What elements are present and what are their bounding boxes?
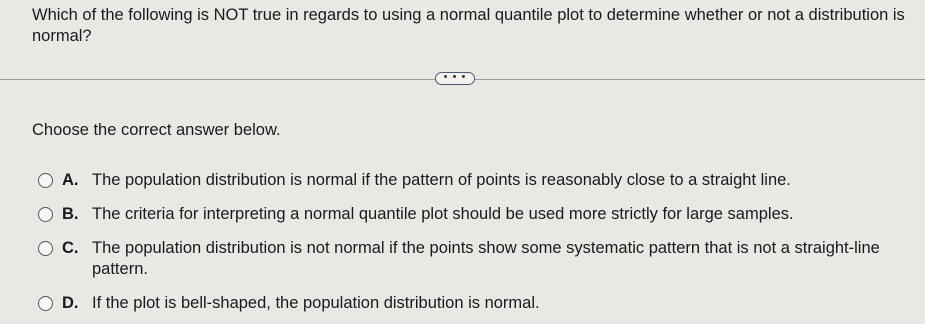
option-d[interactable]: [38, 293, 898, 314]
radio-button-c[interactable]: [38, 241, 53, 256]
option-letter: A.: [62, 171, 79, 189]
option-letter: D.: [62, 294, 79, 312]
question-text: Which of the following is NOT true in regards to using a normal quantile plot to determine whether or not a distribution is normal?: [32, 6, 905, 45]
expand-more-button[interactable]: • • •: [435, 72, 475, 85]
option-letter: B.: [62, 205, 79, 223]
option-text: The criteria for interpreting a normal quantile plot should be used more strictly for large samples.: [92, 205, 794, 223]
instruction-text: Choose the correct answer below.: [32, 121, 281, 139]
option-text: The population distribution is normal if the pattern of points is reasonably close to a straight line.: [92, 171, 791, 189]
option-text: The population distribution is not normal if the points show some systematic pattern that is not a straight-line pattern.: [92, 239, 880, 278]
option-b[interactable]: [38, 204, 898, 225]
option-c[interactable]: [38, 238, 898, 280]
option-text: If the plot is bell-shaped, the population distribution is normal.: [92, 294, 540, 312]
radio-button-d[interactable]: [38, 296, 53, 311]
option-a[interactable]: [38, 170, 898, 191]
option-letter: C.: [62, 239, 79, 257]
radio-button-a[interactable]: [38, 173, 53, 188]
radio-button-b[interactable]: [38, 207, 53, 222]
